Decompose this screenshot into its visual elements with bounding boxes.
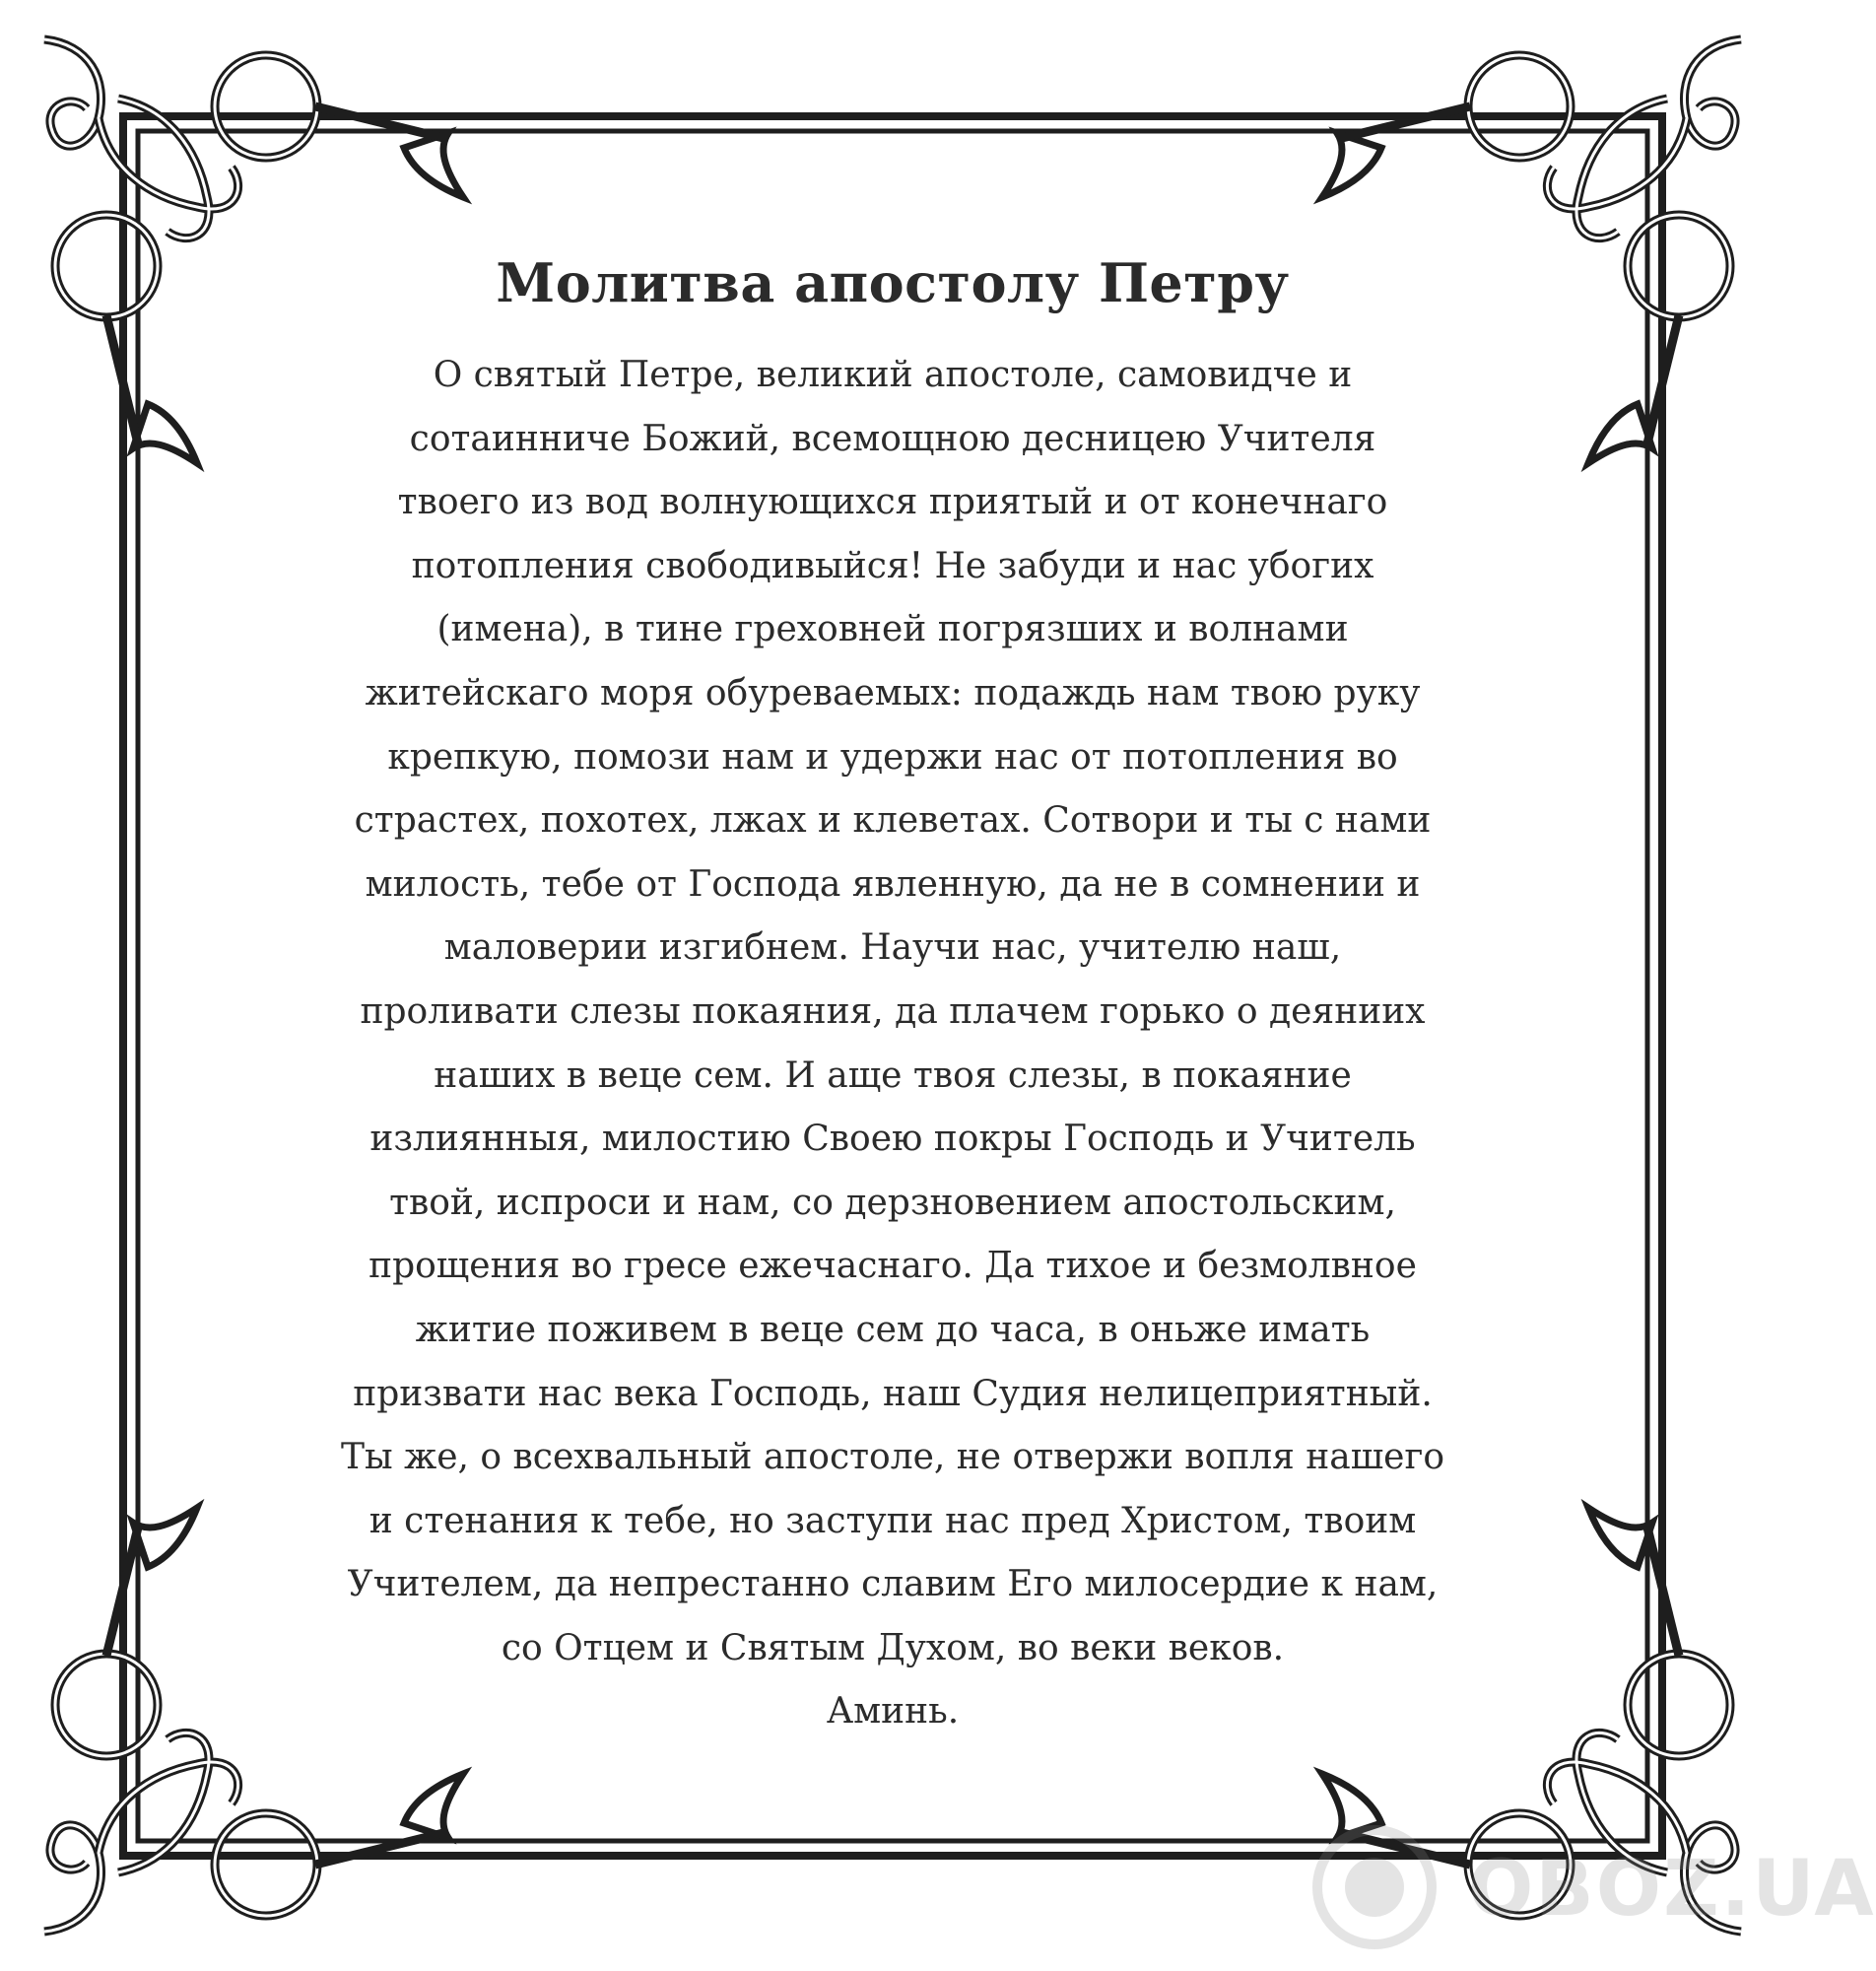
page-title: Молитва апостолу Петру <box>496 251 1290 314</box>
obozrevatel-logo-icon <box>1301 1823 1448 1951</box>
prayer-line: потопления свободивыйся! Не забуди и нас убогих <box>411 545 1374 586</box>
prayer-line: О святый Петре, великий апостоле, самовидче и <box>433 355 1353 395</box>
prayer-content <box>246 251 1539 1744</box>
prayer-line: страстех, похотех, лжах и клеветах. Сотвори и ты с нами <box>354 800 1432 842</box>
prayer-line: и стенания к тебе, но заступи нас пред Христом, твоим <box>368 1500 1417 1541</box>
prayer-line: прощения во гресе ежечаснаго. Да тихое и безмолвное <box>368 1246 1417 1287</box>
prayer-line: со Отцем и Святым Духом, во веки веков. <box>501 1627 1285 1668</box>
prayer-line: твой, испроси и нам, со дерзновением апостольским, <box>389 1182 1396 1223</box>
prayer-line: житейскаго моря обуреваемых: подаждь нам твою руку <box>365 672 1421 714</box>
prayer-line: сотаинниче Божий, всемощною десницею Учителя <box>409 418 1376 459</box>
prayer-line: Ты же, о всехвальный апостоле, не отвержи вопля нашего <box>340 1437 1445 1478</box>
prayer-line: проливати слезы покаяния, да плачем горько о деяниих <box>360 990 1426 1032</box>
prayer-line: Аминь. <box>826 1691 960 1733</box>
prayer-line: излиянныя, милостию Своею покры Господь и Учитель <box>369 1119 1416 1160</box>
prayer-line: (имена), в тине греховней погрязших и волнами <box>436 609 1349 650</box>
prayer-line: житие поживем в веце сем до часа, в оньже имать <box>415 1309 1371 1350</box>
watermark <box>1301 1823 1876 1951</box>
prayer-text <box>246 344 1539 1744</box>
prayer-line: маловерии изгибнем. Научи нас, учителю наш, <box>443 927 1342 969</box>
prayer-line: милость, тебе от Господа явленную, да не в сомнении и <box>365 863 1421 905</box>
prayer-line: крепкую, помози нам и удержи нас от потопления во <box>387 736 1398 778</box>
prayer-line: призвати нас века Господь, наш Судия нелицеприятный. <box>353 1373 1433 1414</box>
prayer-line: твоего из вод волнующихся приятый и от конечнаго <box>397 482 1388 523</box>
prayer-line: наших в веце сем. И аще твоя слезы, в покаяние <box>434 1054 1352 1096</box>
prayer-line: Учителем, да непрестанно славим Его милосердие к нам, <box>347 1564 1439 1605</box>
watermark-text: OBOZ.UA <box>1468 1845 1876 1934</box>
